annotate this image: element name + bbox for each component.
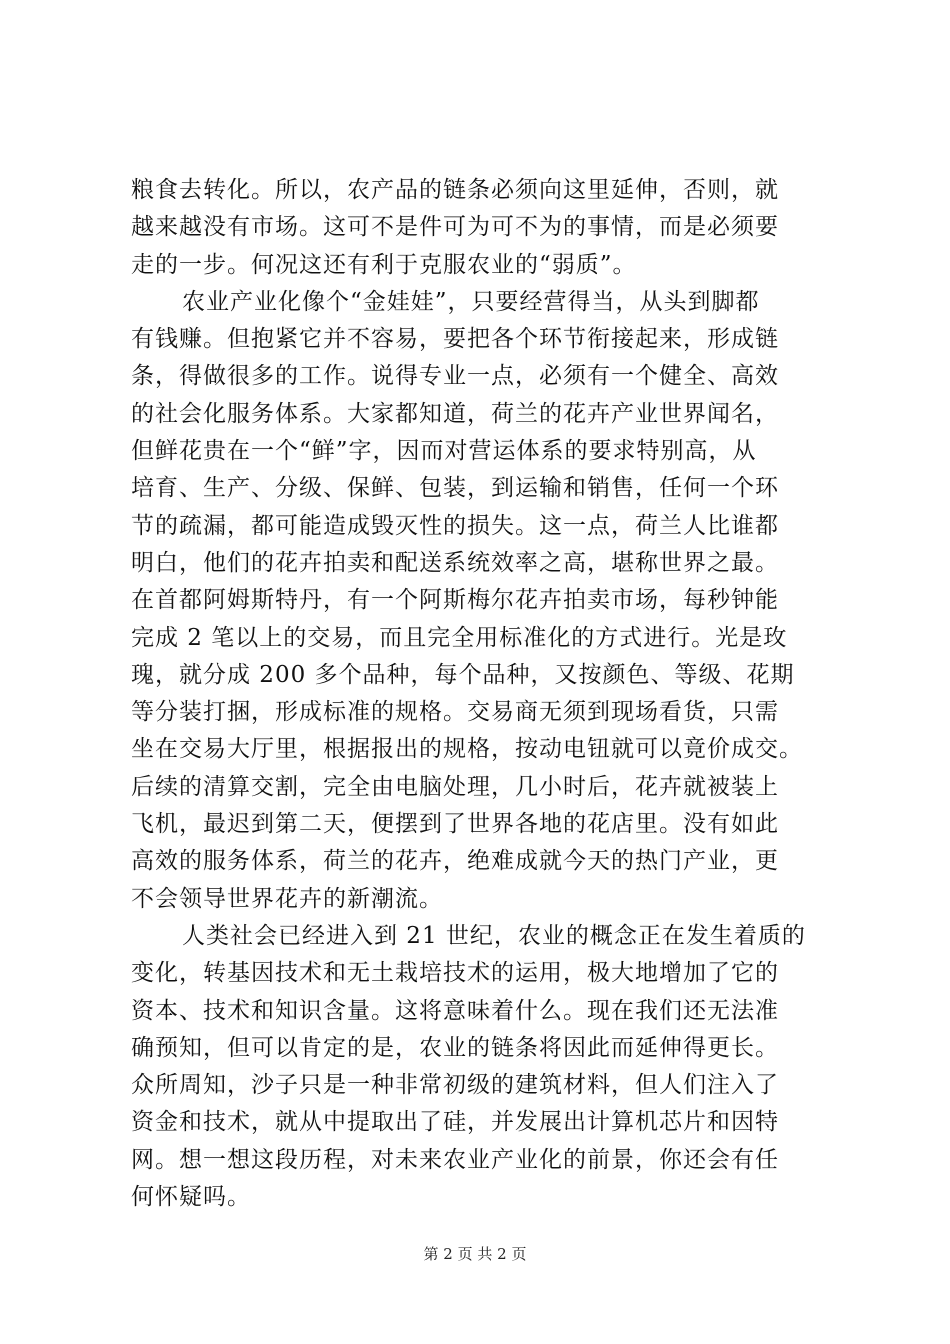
- text-line: 农业产业化像个“金娃娃”，只要经营得当，从头到脚都: [182, 288, 760, 315]
- text-line: 但鲜花贵在一个“鲜”字，因而对营运体系的要求特别高，从: [131, 438, 757, 465]
- text-line: 资本、技术和知识含量。这将意味着什么。现在我们还无法准: [131, 997, 779, 1024]
- text-line: 高效的服务体系，荷兰的花卉，绝难成就今天的热门产业，更: [131, 848, 779, 875]
- text-line: 后续的清算交割，完全由电脑处理，几小时后，花卉就被装上: [131, 773, 779, 800]
- text-line: 人类社会已经进入到 21 世纪，农业的概念正在发生着质的: [182, 922, 806, 949]
- text-line: 粮食去转化。所以，农产品的链条必须向这里延伸，否则，就: [131, 177, 779, 203]
- paragraph-3: [131, 918, 831, 1216]
- text-line: 越来越没有市场。这可不是件可为可不为的事情，而是必须要: [131, 214, 779, 241]
- text-line: 变化，转基因技术和无土栽培技术的运用，极大地增加了它的: [131, 960, 779, 987]
- paragraph-1: [131, 172, 831, 284]
- text-line: 何怀疑吗。: [131, 1184, 251, 1211]
- page-footer: 第 2 页 共 2 页: [423, 1245, 527, 1263]
- body-text: [131, 172, 831, 1216]
- text-line: 在首都阿姆斯特丹，有一个阿斯梅尔花卉拍卖市场，每秒钟能: [131, 587, 779, 614]
- text-line: 飞机，最迟到第二天，便摆到了世界各地的花店里。没有如此: [131, 811, 779, 838]
- text-line: 条，得做很多的工作。说得专业一点，必须有一个健全、高效: [131, 363, 779, 390]
- text-line: 不会领导世界花卉的新潮流。: [131, 885, 443, 912]
- text-line: 坐在交易大厅里，根据报出的规格，按动电钮就可以竟价成交。: [131, 736, 803, 763]
- text-line: 资金和技术，就从中提取出了硅，并发展出计算机芯片和因特: [131, 1109, 779, 1136]
- text-line: 培育、生产、分级、保鲜、包装，到运输和销售，任何一个环: [131, 475, 779, 502]
- text-line: 完成 2 笔以上的交易，而且完全用标准化的方式进行。光是玫: [131, 624, 788, 651]
- text-line: 等分装打捆，形成标准的规格。交易商无须到现场看货，只需: [131, 699, 779, 726]
- text-line: 网。想一想这段历程，对未来农业产业化的前景，你还会有任: [131, 1146, 779, 1173]
- text-line: 确预知，但可以肯定的是，农业的链条将因此而延伸得更长。: [131, 1034, 779, 1061]
- paragraph-2: [131, 284, 831, 918]
- text-line: 明白，他们的花卉拍卖和配送系统效率之高，堪称世界之最。: [131, 549, 779, 576]
- text-line: 的社会化服务体系。大家都知道，荷兰的花卉产业世界闻名，: [131, 400, 779, 427]
- text-line: 节的疏漏，都可能造成毁灭性的损失。这一点，荷兰人比谁都: [131, 512, 779, 539]
- text-line: 走的一步。何况这还有利于克服农业的“弱质”。: [131, 251, 637, 278]
- text-line: 瑰，就分成 200 多个品种，每个品种，又按颜色、等级、花期: [131, 661, 795, 688]
- text-line: 众所周知，沙子只是一种非常初级的建筑材料，但人们注入了: [131, 1072, 779, 1099]
- text-line: 有钱赚。但抱紧它并不容易，要把各个环节衔接起来，形成链: [131, 326, 779, 353]
